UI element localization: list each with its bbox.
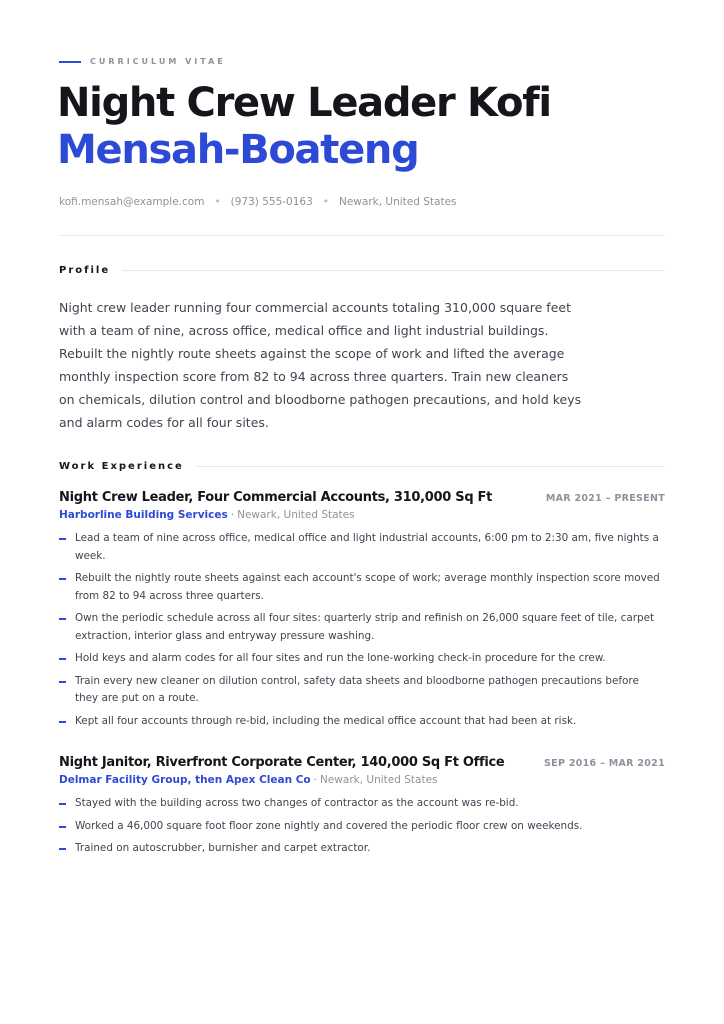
company-name: Harborline Building Services	[59, 509, 228, 521]
job-bullets	[59, 795, 665, 858]
bullet-dash	[59, 658, 66, 660]
bullet-text: Lead a team of nine across office, medical office and light industrial accounts, 6:00 pm to 2:30 am, five nights a week.	[75, 532, 659, 562]
bullet-dash	[59, 848, 66, 850]
job-header	[59, 755, 665, 770]
job-entry	[59, 755, 665, 863]
job-bullets	[59, 530, 665, 730]
separator-dot: •	[322, 196, 329, 208]
bullet-dash	[59, 618, 66, 620]
contact-location: Newark, United States	[338, 196, 457, 208]
bullet-text: Stayed with the building across two changes of contractor as the account was re-bid.	[75, 797, 519, 809]
bullet-dash	[59, 721, 66, 723]
separator-dot: •	[214, 196, 221, 208]
name-line-2: Mensah-Boateng	[57, 127, 419, 173]
name-line-1: Night Crew Leader Kofi	[57, 80, 551, 126]
separator-dot: ·	[313, 774, 317, 786]
profile-text: Night crew leader running four commercial accounts totaling 310,000 square feet with a team of nine, across office, medical office and light industrial buildings. Rebuilt the nightly route sheets against the scope of work and lifted the average monthly inspection score from 82 to 94 across three quarters. Train new cleaners on chemicals, dilution control and bloodborne pathogen precautions, and hold keys and alarm codes for all four sites.	[59, 300, 582, 430]
bullet-dash	[59, 803, 66, 805]
job-dates: MAR 2021 – PRESENT	[545, 493, 665, 504]
job-header	[59, 490, 665, 505]
job-title: Night Crew Leader, Four Commercial Accounts, 310,000 Sq Ft	[59, 490, 493, 505]
list-item	[59, 530, 665, 565]
contact-line	[59, 196, 457, 208]
bullet-text: Kept all four accounts through re-bid, including the medical office account that had been at risk.	[75, 714, 577, 727]
list-item	[59, 795, 665, 813]
bullet-text: Train every new cleaner on dilution control, safety data sheets and bloodborne pathogen precautions before they are put on a route.	[75, 674, 639, 704]
eyebrow-label: CURRICULUM VITAE	[90, 57, 226, 66]
separator-dot: ·	[230, 509, 235, 521]
section-label: Profile	[59, 265, 111, 276]
job-org	[59, 509, 665, 521]
bullet-dash	[59, 826, 66, 828]
list-item	[59, 570, 665, 605]
job-location: Newark, United States	[319, 774, 438, 786]
list-item	[59, 673, 665, 708]
experience-heading	[59, 461, 665, 472]
job-entry	[59, 490, 665, 735]
bullet-text: Trained on autoscrubber, burnisher and carpet extractor.	[75, 842, 371, 854]
section-rule	[196, 466, 665, 467]
job-dates: SEP 2016 – MAR 2021	[544, 758, 665, 769]
bullet-dash	[59, 681, 66, 683]
list-item	[59, 650, 665, 668]
profile-heading	[59, 265, 665, 276]
bullet-text: Own the periodic schedule across all four sites: quarterly strip and refinish on 26,000 square feet of tile, carpet extraction, interior glass and entryway pressure washing.	[75, 612, 655, 642]
job-title: Night Janitor, Riverfront Corporate Center, 140,000 Sq Ft Office	[59, 755, 505, 770]
list-item	[59, 713, 665, 731]
list-item	[59, 610, 665, 645]
bullet-text: Worked a 46,000 square foot floor zone nightly and covered the periodic floor crew on weekends.	[75, 819, 583, 832]
header-divider	[59, 235, 665, 236]
eyebrow	[59, 57, 226, 66]
job-org	[59, 774, 665, 786]
job-location: Newark, United States	[237, 509, 355, 521]
company-name: Delmar Facility Group, then Apex Clean Co	[59, 774, 311, 786]
page-title	[57, 80, 551, 174]
contact-email: kofi.mensah@example.com	[59, 196, 205, 208]
bullet-text: Hold keys and alarm codes for all four sites and run the lone-working check-in procedure for the crew.	[75, 652, 606, 664]
list-item	[59, 840, 665, 858]
contact-phone: (973) 555-0163	[230, 196, 313, 208]
bullet-text: Rebuilt the nightly route sheets against each account's scope of work; average monthly inspection score moved from 82 to 94 across three quarters.	[75, 572, 660, 602]
list-item	[59, 818, 665, 836]
bullet-dash	[59, 538, 66, 540]
accent-rule	[59, 61, 81, 63]
section-label: Work Experience	[59, 461, 184, 472]
bullet-dash	[59, 578, 66, 580]
section-rule	[122, 270, 665, 271]
